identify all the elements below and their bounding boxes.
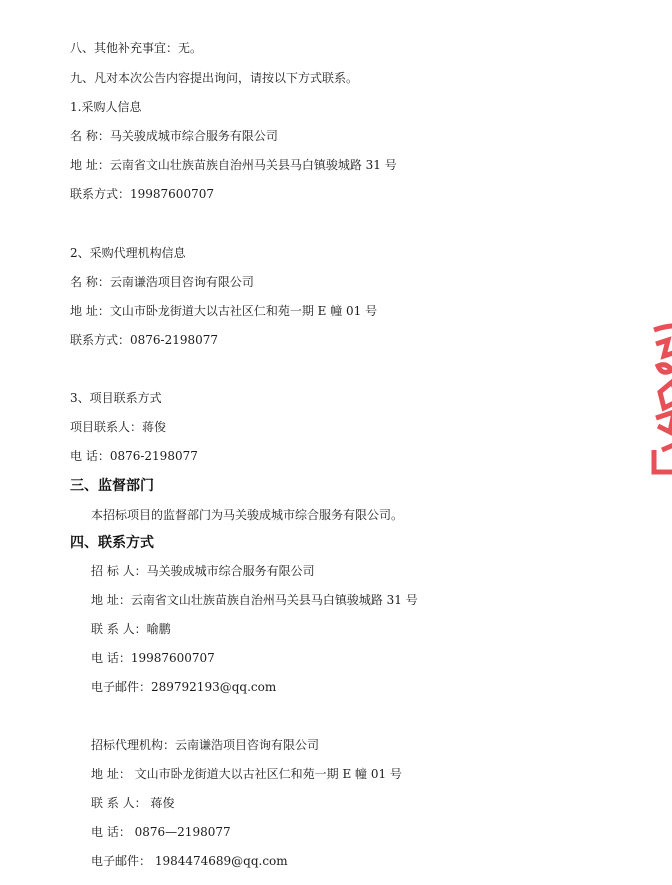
tenderer-person: 联 系 人：喻鹏 bbox=[91, 622, 171, 636]
agency-contact: 联系方式：0876-2198077 bbox=[70, 333, 219, 347]
agent-phone: 电 话： 0876—2198077 bbox=[91, 825, 231, 839]
purchaser-name: 名 称：马关骏成城市综合服务有限公司 bbox=[70, 129, 278, 143]
agency-address: 地 址：文山市卧龙街道大以古社区仁和苑一期 E 幢 01 号 bbox=[70, 304, 378, 318]
agency-name: 名 称：云南谦浩项目咨询有限公司 bbox=[70, 275, 254, 289]
agent-address: 地 址： 文山市卧龙街道大以古社区仁和苑一期 E 幢 01 号 bbox=[91, 767, 402, 781]
section-8-text: 八、其他补充事宜：无。 bbox=[70, 41, 203, 55]
supervision-heading: 三、监督部门 bbox=[70, 478, 154, 494]
agency-title: 2、采购代理机构信息 bbox=[70, 246, 186, 260]
tenderer-phone: 电 话：19987600707 bbox=[91, 651, 215, 665]
section-9-text: 九、凡对本次公告内容提出询问，请按以下方式联系。 bbox=[70, 71, 359, 85]
tenderer-email: 电子邮件：289792193@qq.com bbox=[91, 680, 277, 694]
agent-person: 联 系 人： 蒋俊 bbox=[91, 796, 175, 810]
project-title: 3、项目联系方式 bbox=[70, 391, 162, 405]
purchaser-title: 1.采购人信息 bbox=[70, 100, 142, 114]
company-seal-stamp bbox=[650, 322, 672, 478]
purchaser-contact: 联系方式：19987600707 bbox=[70, 187, 214, 201]
purchaser-address: 地 址：云南省文山壮族苗族自治州马关县马白镇骏城路 31 号 bbox=[70, 158, 397, 172]
agent-email: 电子邮件： 1984474689@qq.com bbox=[91, 854, 288, 868]
tenderer-name: 招 标 人：马关骏成城市综合服务有限公司 bbox=[91, 564, 315, 578]
contacts-heading: 四、联系方式 bbox=[70, 535, 154, 551]
supervision-text: 本招标项目的监督部门为马关骏成城市综合服务有限公司。 bbox=[91, 508, 404, 522]
agent-name: 招标代理机构：云南谦浩项目咨询有限公司 bbox=[91, 738, 320, 752]
tenderer-address: 地 址：云南省文山壮族苗族自治州马关县马白镇骏城路 31 号 bbox=[91, 593, 418, 607]
project-person: 项目联系人：蒋俊 bbox=[70, 420, 167, 434]
project-phone: 电 话：0876-2198077 bbox=[70, 449, 198, 463]
